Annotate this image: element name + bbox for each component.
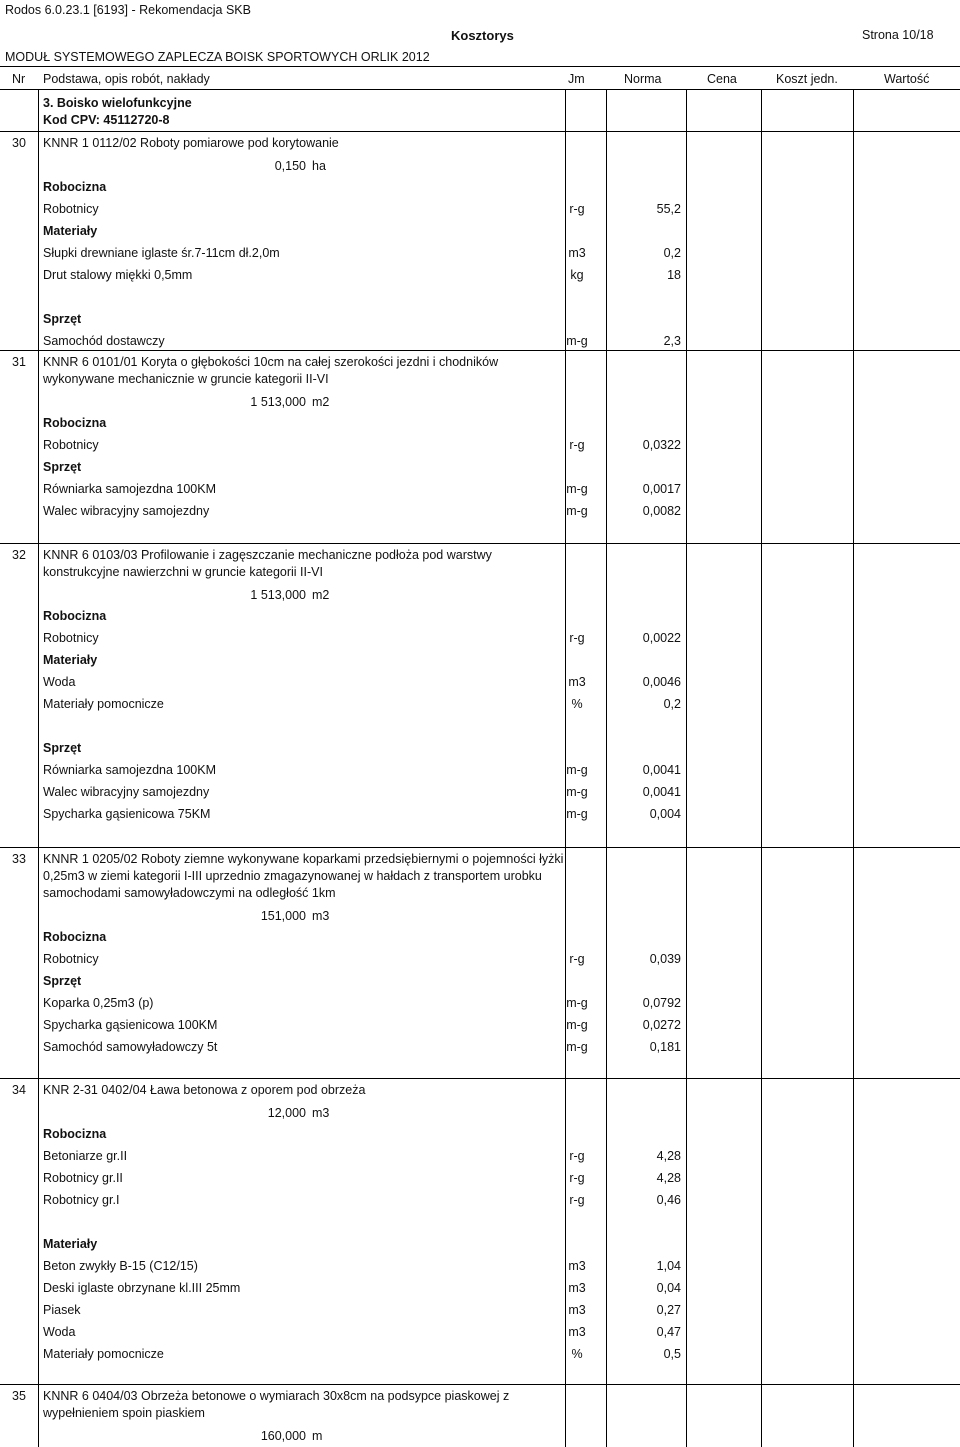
resource-group-label: Materiały <box>43 1237 98 1251</box>
col-jm: Jm <box>568 72 585 86</box>
resource-unit: m-g <box>566 763 588 777</box>
resource-name: Robotnicy <box>43 438 99 452</box>
section-separator <box>0 131 960 132</box>
resource-name: Robotnicy <box>43 202 99 216</box>
column-divider <box>38 1384 39 1447</box>
resource-unit: m3 <box>568 1325 586 1339</box>
resource-unit: r-g <box>569 1193 585 1207</box>
resource-norma: 0,2 <box>663 697 681 711</box>
resource-unit: m3 <box>568 1281 586 1295</box>
resource-name: Materiały pomocnicze <box>43 697 164 711</box>
resource-norma: 0,181 <box>649 1040 681 1054</box>
column-divider <box>686 90 687 132</box>
resource-unit: m3 <box>568 1303 586 1317</box>
resource-norma: 0,46 <box>656 1193 681 1207</box>
resource-unit: r-g <box>569 202 585 216</box>
resource-norma: 4,28 <box>656 1171 681 1185</box>
resource-norma: 0,0792 <box>642 996 681 1010</box>
resource-name: Równiarka samojezdna 100KM <box>43 763 217 777</box>
resource-group-label: Robocizna <box>43 1127 107 1141</box>
item-description-line: wykonywane mechanicznie w gruncie kategorii II-VI <box>43 372 329 386</box>
item-number: 32 <box>12 548 26 562</box>
item-quantity: 160,000 <box>260 1429 306 1443</box>
resource-norma: 0,0041 <box>642 785 681 799</box>
resource-norma: 4,28 <box>656 1149 681 1163</box>
resource-name: Walec wibracyjny samojezdny <box>43 785 210 799</box>
resource-unit: r-g <box>569 1149 585 1163</box>
resource-unit: r-g <box>569 631 585 645</box>
resource-unit: % <box>571 1347 583 1361</box>
resource-unit: m-g <box>566 334 588 348</box>
resource-name: Betoniarze gr.II <box>43 1149 128 1163</box>
item-description-line: wypełnieniem spoin piaskiem <box>43 1406 205 1420</box>
column-divider <box>761 350 762 543</box>
resource-unit: m-g <box>566 482 588 496</box>
resource-name: Woda <box>43 675 76 689</box>
resource-norma: 2,3 <box>663 334 681 348</box>
item-quantity: 1 513,000 <box>250 395 306 409</box>
column-divider <box>606 131 607 350</box>
item-description-line: KNNR 6 0103/03 Profilowanie i zagęszczanie mechaniczne podłoża pod warstwy <box>43 548 492 562</box>
column-divider <box>761 1078 762 1384</box>
resource-group-label: Sprzęt <box>43 312 82 326</box>
resource-norma: 0,27 <box>656 1303 681 1317</box>
column-divider <box>853 847 854 1078</box>
column-divider <box>853 90 854 132</box>
column-divider <box>606 90 607 132</box>
item-quantity-unit: ha <box>312 159 326 173</box>
section-title: 3. Boisko wielofunkcyjne <box>43 96 192 110</box>
project-title: MODUŁ SYSTEMOWEGO ZAPLECZA BOISK SPORTOWYCH ORLIK 2012 <box>5 50 430 64</box>
resource-norma: 0,47 <box>656 1325 681 1339</box>
resource-norma: 0,0017 <box>642 482 681 496</box>
item-quantity: 151,000 <box>260 909 306 923</box>
resource-unit: r-g <box>569 952 585 966</box>
column-divider <box>606 543 607 847</box>
item-separator <box>0 1384 960 1385</box>
resource-norma: 0,039 <box>649 952 681 966</box>
item-quantity-unit: m2 <box>312 588 330 602</box>
resource-unit: m-g <box>566 1040 588 1054</box>
item-quantity: 0,150 <box>274 159 306 173</box>
column-divider <box>38 131 39 350</box>
resource-norma: 0,5 <box>663 1347 681 1361</box>
column-divider <box>606 350 607 543</box>
col-cena: Cena <box>707 72 737 86</box>
item-description-line: konstrukcyjne nawierzchni w gruncie kategorii II-VI <box>43 565 323 579</box>
resource-name: Robotnicy <box>43 952 99 966</box>
resource-name: Spycharka gąsienicowa 75KM <box>43 807 211 821</box>
column-divider <box>565 1078 566 1384</box>
column-divider <box>606 1078 607 1384</box>
header-bottom-rule <box>0 89 960 90</box>
column-divider <box>565 1384 566 1447</box>
column-divider <box>853 131 854 350</box>
column-divider <box>686 847 687 1078</box>
resource-name: Materiały pomocnicze <box>43 1347 164 1361</box>
item-number: 35 <box>12 1389 26 1403</box>
resource-name: Drut stalowy miękki 0,5mm <box>43 268 193 282</box>
resource-norma: 0,2 <box>663 246 681 260</box>
resource-unit: m3 <box>568 1259 586 1273</box>
resource-unit: m-g <box>566 807 588 821</box>
header-top-rule <box>0 66 960 67</box>
column-divider <box>565 90 566 132</box>
item-description-line: KNNR 6 0404/03 Obrzeża betonowe o wymiarach 30x8cm na podsypce piaskowej z <box>43 1389 510 1403</box>
resource-name: Robotnicy <box>43 631 99 645</box>
resource-norma: 55,2 <box>656 202 681 216</box>
item-quantity: 1 513,000 <box>250 588 306 602</box>
col-koszt: Koszt jedn. <box>776 72 838 86</box>
item-description-line: 0,25m3 w ziemi kategorii I-III uprzednio zmagazynowanej w hałdach z transportem urobku <box>43 869 542 883</box>
col-norma: Norma <box>624 72 662 86</box>
resource-unit: m-g <box>566 504 588 518</box>
resource-group-label: Materiały <box>43 224 98 238</box>
resource-norma: 0,0322 <box>642 438 681 452</box>
column-divider <box>38 847 39 1078</box>
resource-name: Słupki drewniane iglaste śr.7-11cm dł.2,0m <box>43 246 280 260</box>
resource-group-label: Robocizna <box>43 609 107 623</box>
item-separator <box>0 350 960 351</box>
resource-name: Piasek <box>43 1303 81 1317</box>
column-divider <box>761 847 762 1078</box>
column-divider <box>38 90 39 132</box>
column-divider <box>606 847 607 1078</box>
resource-unit: kg <box>570 268 584 282</box>
app-title: Rodos 6.0.23.1 [6193] - Rekomendacja SKB <box>5 3 251 17</box>
column-divider <box>686 543 687 847</box>
resource-name: Beton zwykły B-15 (C12/15) <box>43 1259 198 1273</box>
resource-name: Równiarka samojezdna 100KM <box>43 482 217 496</box>
section-cpv: Kod CPV: 45112720-8 <box>43 113 170 127</box>
col-wartosc: Wartość <box>884 72 930 86</box>
column-divider <box>606 1384 607 1447</box>
page-label: Strona 10/18 <box>862 28 934 42</box>
column-divider <box>761 90 762 132</box>
resource-unit: m-g <box>566 785 588 799</box>
resource-norma: 1,04 <box>656 1259 681 1273</box>
item-description-line: KNNR 1 0205/02 Roboty ziemne wykonywane koparkami przedsiębiernymi o pojemności łyżki <box>43 852 564 866</box>
resource-name: Walec wibracyjny samojezdny <box>43 504 210 518</box>
col-desc: Podstawa, opis robót, nakłady <box>43 72 210 86</box>
item-separator <box>0 1078 960 1079</box>
resource-norma: 18 <box>667 268 681 282</box>
column-divider <box>853 543 854 847</box>
item-number: 30 <box>12 136 26 150</box>
resource-group-label: Materiały <box>43 653 98 667</box>
resource-norma: 0,0022 <box>642 631 681 645</box>
column-divider <box>565 847 566 1078</box>
resource-name: Robotnicy gr.I <box>43 1193 120 1207</box>
column-divider <box>761 1384 762 1447</box>
resource-unit: m3 <box>568 246 586 260</box>
column-divider <box>38 543 39 847</box>
col-nr: Nr <box>12 72 26 86</box>
resource-group-label: Sprzęt <box>43 741 82 755</box>
resource-norma: 0,0082 <box>642 504 681 518</box>
column-divider <box>565 350 566 543</box>
column-divider <box>686 131 687 350</box>
column-divider <box>853 1078 854 1384</box>
item-description-line: KNNR 6 0101/01 Koryta o głębokości 10cm na całej szerokości jezdni i chodników <box>43 355 499 369</box>
item-number: 33 <box>12 852 26 866</box>
item-separator <box>0 543 960 544</box>
column-divider <box>686 1078 687 1384</box>
column-divider <box>38 1078 39 1384</box>
item-description-line: KNR 2-31 0402/04 Ława betonowa z oporem pod obrzeża <box>43 1083 366 1097</box>
item-description-line: samochodami samowyładowczymi na odległość 1km <box>43 886 336 900</box>
resource-norma: 0,0272 <box>642 1018 681 1032</box>
resource-unit: m-g <box>566 1018 588 1032</box>
resource-unit: % <box>571 697 583 711</box>
item-separator <box>0 847 960 848</box>
resource-group-label: Robocizna <box>43 416 107 430</box>
resource-name: Samochód samowyładowczy 5t <box>43 1040 218 1054</box>
item-quantity-unit: m3 <box>312 1106 330 1120</box>
column-divider <box>565 543 566 847</box>
item-quantity-unit: m3 <box>312 909 330 923</box>
column-divider <box>853 350 854 543</box>
column-divider <box>761 131 762 350</box>
resource-unit: m-g <box>566 996 588 1010</box>
resource-norma: 0,04 <box>656 1281 681 1295</box>
resource-norma: 0,0041 <box>642 763 681 777</box>
doc-type: Kosztorys <box>451 28 514 43</box>
item-quantity-unit: m <box>312 1429 323 1443</box>
resource-group-label: Sprzęt <box>43 460 82 474</box>
resource-group-label: Sprzęt <box>43 974 82 988</box>
resource-unit: r-g <box>569 1171 585 1185</box>
column-divider <box>853 1384 854 1447</box>
item-number: 34 <box>12 1083 26 1097</box>
item-quantity: 12,000 <box>267 1106 306 1120</box>
resource-name: Samochód dostawczy <box>43 334 165 348</box>
column-divider <box>761 543 762 847</box>
item-description-line: KNNR 1 0112/02 Roboty pomiarowe pod korytowanie <box>43 136 339 150</box>
resource-group-label: Robocizna <box>43 930 107 944</box>
item-quantity-unit: m2 <box>312 395 330 409</box>
column-divider <box>565 131 566 350</box>
resource-name: Deski iglaste obrzynane kl.III 25mm <box>43 1281 241 1295</box>
resource-name: Spycharka gąsienicowa 100KM <box>43 1018 218 1032</box>
item-number: 31 <box>12 355 26 369</box>
resource-unit: m3 <box>568 675 586 689</box>
resource-norma: 0,0046 <box>642 675 681 689</box>
resource-group-label: Robocizna <box>43 180 107 194</box>
column-divider <box>38 350 39 543</box>
resource-name: Koparka 0,25m3 (p) <box>43 996 154 1010</box>
column-divider <box>686 350 687 543</box>
resource-norma: 0,004 <box>649 807 681 821</box>
column-divider <box>686 1384 687 1447</box>
resource-unit: r-g <box>569 438 585 452</box>
resource-name: Woda <box>43 1325 76 1339</box>
resource-name: Robotnicy gr.II <box>43 1171 123 1185</box>
